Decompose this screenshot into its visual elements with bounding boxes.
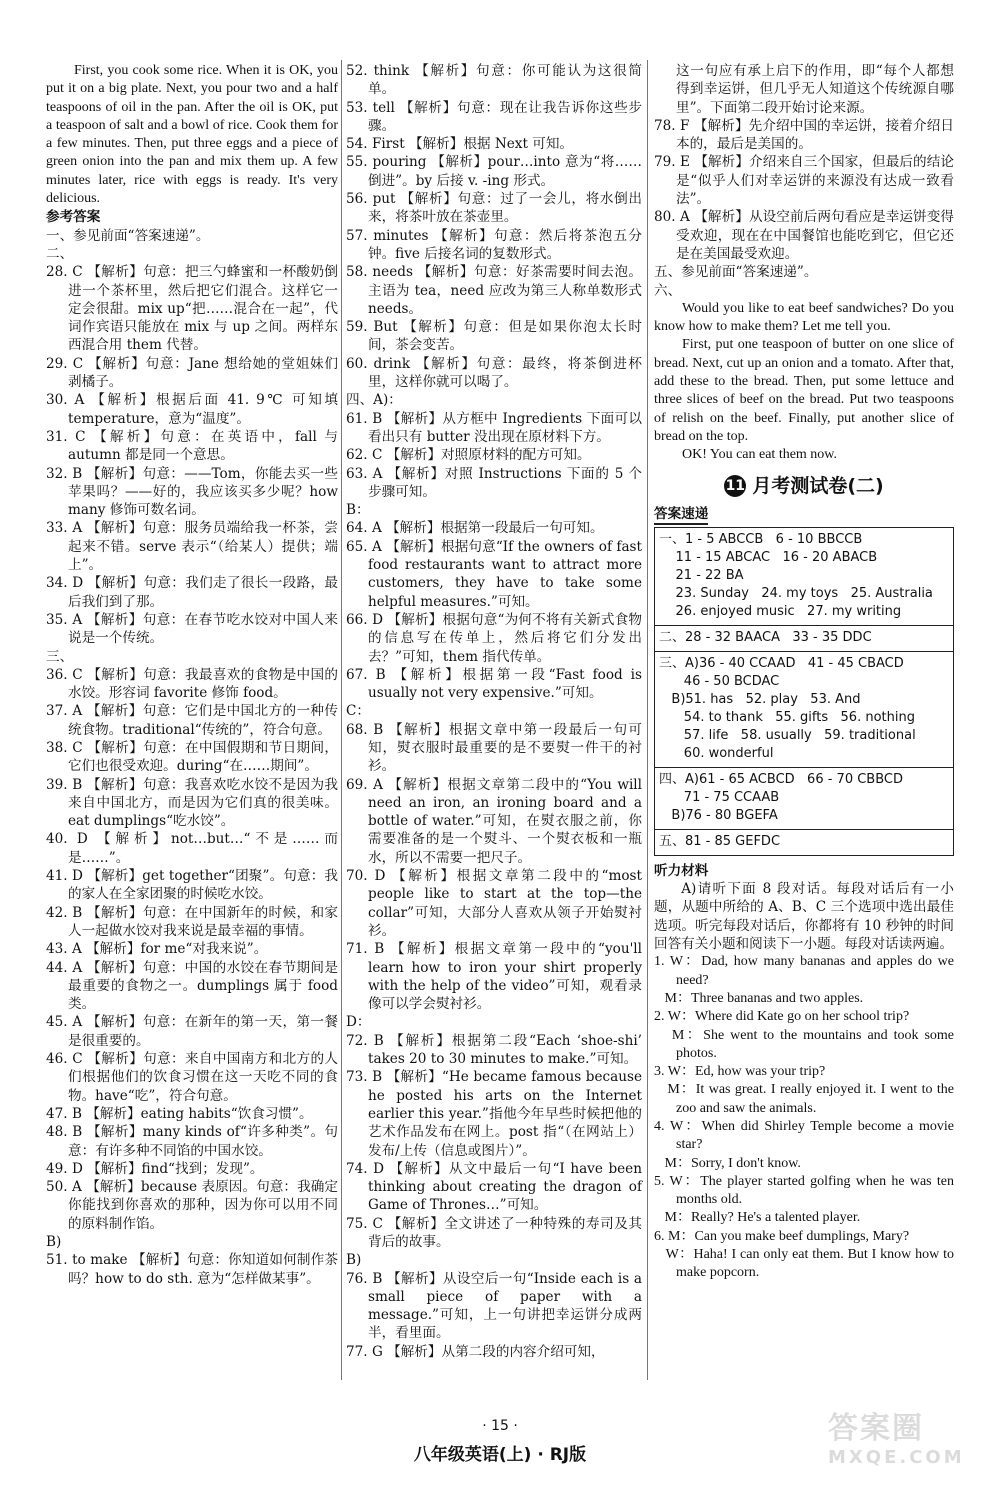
answer-item: 51. to make 【解析】句意：你知道如何制作茶吗？how to do sth. 意为“怎样做某事”。 (46, 1252, 338, 1287)
dialogue-line: M：Three bananas and two apples. (654, 990, 864, 1006)
answer-list (654, 117, 954, 263)
essay-paragraph: Would you like to eat beef sandwiches? Do you know how to make them? Let me tell you. (654, 300, 954, 335)
section-heading: 三、 (46, 648, 74, 665)
answer-item: 60. drink 【解析】句意：最终，将茶倒进杯里，这样你就可以喝了。 (346, 355, 642, 391)
page-label: 八年级英语(上) · RJ版 (413, 1445, 587, 1465)
answer-item: 33. A 【解析】句意：服务员端给我一杯茶，尝起来不错。serve 表示“（给某人）提供；端上”。 (46, 520, 338, 574)
column-right (654, 62, 958, 1283)
answer-key-line: 一、1 - 5 ABCCB 6 - 10 BBCCB (659, 531, 863, 547)
answer-item: 36. C 【解析】句意：我最喜欢的食物是中国的水饺。形容词 favorite 修饰 food。 (46, 666, 338, 702)
essay-paragraph: First, put one teaspoon of butter on one slice of bread. Next, cut up an onion and a tomato. After that, add these to the bread. Then, put some lettuce and three slices of beef on the bread. Put two teaspoons of relish on the beef. Finally, put another slice of bread on the top. (654, 337, 954, 444)
watermark-logo (828, 1403, 978, 1468)
answer-key-line: 21 - 22 BA (659, 567, 744, 583)
answer-item: 78. F 【解析】先介绍中国的幸运饼，接着介绍日本的，最后是美国的。 (654, 117, 954, 153)
section-heading: 一、参见前面“答案速递”。 (46, 227, 210, 244)
dialogue-line: M：Really? He's a talented player. (654, 1210, 861, 1226)
answer-list (346, 721, 642, 1014)
answer-item: 79. E 【解析】介绍来自三个国家，但最后的结论是“似乎人们对幸运饼的来源没有达成一致看法”。 (654, 154, 954, 208)
answer-item: 41. D 【解析】get together“团聚”。句意：我的家人在全家团聚的时候吃水饺。 (46, 868, 338, 903)
answer-key-line: 46 - 50 BCDAC (659, 673, 780, 689)
test-title (654, 475, 954, 497)
watermark-bottom: MXQE.COM (828, 1447, 965, 1468)
answer-item: 35. A 【解析】句意：在春节吃水饺对中国人来说是一个传统。 (46, 611, 338, 647)
listening-instructions: A)请听下面 8 段对话。每段对话后有一小题，从题中所给的 A、B、C 三个选项中选出最佳选项。听完每段对话后，你都将有 10 秒钟的时间回答有关小题和阅读下一小题。每段对话读两遍。 (654, 881, 954, 953)
answer-continuation: 这一句应有承上启下的作用，即“每个人都想得到幸运饼，但几乎无人知道这个传统源自哪里”。下面第二段开始讨论来源。 (676, 63, 954, 116)
answer-item: 76. B 【解析】从设空后一句“Inside each is a small piece of paper with a message.”可知，上一句讲把幸运饼分成两半，看里面。 (346, 1270, 642, 1342)
watermark-top: 答案圈 (828, 1411, 924, 1446)
section-heading: 六、 (654, 282, 682, 299)
answer-key-section (655, 652, 953, 768)
answer-item: 68. B 【解析】根据文章中第一段最后一句可知，熨衣服时最重要的是不要熨一件干的衬衫。 (346, 721, 642, 775)
answer-list (46, 263, 338, 647)
page-number: · 15 · (482, 1418, 518, 1434)
answer-item: 66. D 【解析】根据句意“为何不将有关新式食物的信息写在传单上，然后将它们分发出去？”可知，them 指代传单。 (346, 611, 642, 665)
answer-key-line: 23. Sunday 24. my toys 25. Australia (659, 585, 933, 601)
answer-item: 73. B 【解析】“He became famous because he posted his arts on the Internet earlier this year.”指他今年早些时候把他的艺术作品发布在网上。post 指“（在网站上）发布/上传（信息或图片）”。 (346, 1069, 642, 1159)
answer-item: 42. B 【解析】句意：在中国新年的时候，和家人一起做水饺对我来说是最幸福的事情。 (46, 904, 338, 939)
answer-item: 39. B 【解析】句意：我喜欢吃水饺不是因为我来自中国北方，而是因为它们真的很美味。eat dumplings“吃水饺”。 (46, 776, 338, 830)
answer-item: 54. First 【解析】根据 Next 可知。 (346, 136, 574, 153)
answer-key-line: 11 - 15 ABCAC 16 - 20 ABACB (659, 549, 878, 565)
answer-key-section (655, 768, 953, 830)
answer-key-section (655, 626, 953, 652)
answer-key-line: 57. life 58. usually 59. traditional (659, 727, 916, 743)
answer-list (346, 519, 642, 702)
dialogue-line: W：Haha! I can only eat them. But I know how to make popcorn. (654, 1247, 958, 1281)
answer-item: 48. B 【解析】many kinds of“许多种类”。句意：有许多种不同馅的中国水饺。 (46, 1124, 338, 1159)
section-heading: 四、A)： (346, 392, 402, 409)
dialogue-line: M：It was great. I really enjoyed it. I went to the zoo and saw the animals. (654, 1082, 958, 1116)
answer-key-box (654, 527, 954, 856)
answer-item: 47. B 【解析】eating habits“饮食习惯”。 (46, 1105, 313, 1122)
answer-item: 55. pouring 【解析】pour…into 意为“将……倒进”。by 后接 v. -ing 形式。 (346, 154, 642, 189)
answer-item: 43. A 【解析】for me“对我来说”。 (46, 941, 268, 958)
dialogue-line: 4. W：When did Shirley Temple become a movie star? (654, 1118, 958, 1153)
dialogue-line: 1. W：Dad, how many bananas and apples do we need? (654, 954, 958, 988)
answer-item: 29. C 【解析】句意：Jane 想给她的堂姐妹们剥橘子。 (46, 355, 338, 391)
column-middle (346, 62, 642, 1361)
answer-item: 69. A 【解析】根据文章第二段中的“You will need an iron, an ironing board and a bottle of water.”可知，在熨衣服之前，你需要准备的是一个熨斗、一个熨衣板和一瓶水，所以不需要一把尺子。 (346, 776, 642, 866)
answer-list (346, 410, 642, 501)
answer-item: 64. A 【解析】根据第一段最后一句可知。 (346, 520, 604, 537)
answer-key-line: B)51. has 52. play 53. And (659, 691, 861, 707)
answer-key-line: 26. enjoyed music 27. my writing (659, 603, 902, 619)
answer-item: 65. A 【解析】根据句意“If the owners of fast food restaurants want to attract more customers, they have to take some helpful measures.”可知。 (346, 538, 642, 610)
column-divider (341, 60, 342, 1380)
answer-list (346, 62, 642, 391)
test-title-text: 月考测试卷(二) (752, 474, 884, 497)
answer-item: 75. C 【解析】全文讲述了一种特殊的寿司及其背后的故事。 (346, 1215, 642, 1250)
answer-list (346, 1270, 642, 1361)
answer-item: 46. C 【解析】句意：来自中国南方和北方的人们根据他们的饮食习惯在这一天吃不同的食物。have“吃”，符合句意。 (46, 1051, 338, 1104)
answer-item: 61. B 【解析】从方框中 Ingredients 下面可以看出只有 butter 没出现在原材料下方。 (346, 410, 642, 445)
answer-item: 53. tell 【解析】句意：现在让我告诉你这些步骤。 (346, 99, 642, 134)
answer-item: 67. B 【解析】根据第一段“Fast food is usually not very expensive.”可知。 (346, 666, 642, 702)
answer-item: 37. A 【解析】句意：它们是中国北方的一种传统食物。traditional“传统的”，符合句意。 (46, 703, 338, 738)
answer-item: 70. D 【解析】根据文章第二段中的“most people like to start at the top—the collar”可知，大部分人喜欢从领子开始熨衬衫。 (346, 868, 642, 939)
column-left (46, 62, 338, 1288)
answer-item: 71. B 【解析】根据文章第一段中的“you'll learn how to iron your shirt properly with the help of the video”可知，观看录像可以学会熨衬衫。 (346, 941, 642, 1013)
answer-key-line: 五、81 - 85 GEFDC (659, 833, 781, 849)
recipe-passage: First, you cook some rice. When it is OK, you put it on a big plate. Next, you pour two and a half teaspoons of oil in the pan. After the oil is OK, put a teaspoon of salt and a bowl of rice. Cook them for a few minutes. Then, put three eggs and a piece of green onion into the pan and mix them up. A few minutes later, rice with eggs is ready. It's very delicious. (46, 63, 338, 207)
essay-paragraph: OK! You can eat them now. (682, 447, 838, 463)
section-heading: B) (346, 1252, 362, 1269)
answer-key-section (655, 830, 953, 855)
answers-heading: 答案速递 (654, 505, 708, 525)
answer-key-line: B)76 - 80 BGEFA (659, 807, 778, 823)
answer-item: 52. think 【解析】句意：你可能认为这很简单。 (346, 63, 642, 98)
section-heading: 五、参见前面“答案速递”。 (654, 264, 818, 281)
answer-key-line: 54. to thank 55. gifts 56. nothing (659, 709, 915, 725)
listening-heading: 听力材料 (654, 862, 709, 879)
answer-key-section (655, 528, 953, 626)
answer-item: 63. A 【解析】对照 Instructions 下面的 5 个步骤可知。 (346, 465, 642, 500)
answer-item: 38. C 【解析】句意：在中国假期和节日期间，它们也很受欢迎。during“在……期间”。 (46, 739, 338, 775)
section-heading: D： (346, 1014, 371, 1031)
dialogue-line: 2. W：Where did Kate go on her school trip? (654, 1009, 910, 1025)
answer-key-line: 60. wonderful (659, 745, 774, 761)
answer-item: 50. A 【解析】because 表原因。句意：我确定你能找到你喜欢的那种，因为你可以用不同的原料制作馅。 (46, 1179, 338, 1232)
answer-item: 57. minutes 【解析】句意：然后将茶泡五分钟。five 后接名词的复数形式。 (346, 227, 642, 262)
answer-item: 28. C 【解析】句意：把三勺蜂蜜和一杯酸奶倒进一个茶杯里，然后把它们混合。这样它一定会很甜。mix up“把……混合在一起”，代词作宾语只能放在 mix 与 up 之间。两样东西混合用 them 代替。 (46, 264, 338, 354)
answer-item: 49. D 【解析】find“找到；发现”。 (46, 1160, 264, 1177)
reference-answers-heading: 参考答案 (46, 209, 101, 226)
answer-key-line: 三、A)36 - 40 CCAAD 41 - 45 CBACD (659, 655, 904, 671)
answer-item: 77. G 【解析】从第二段的内容介绍可知， (346, 1343, 605, 1360)
answer-item: 44. A 【解析】句意：中国的水饺在春节期间是最重要的食物之一。dumplings 属于 food 类。 (46, 959, 338, 1013)
section-heading: C： (346, 703, 370, 720)
section-heading: B) (46, 1234, 62, 1250)
answer-key-line: 四、A)61 - 65 ACBCD 66 - 70 CBBCD (659, 771, 903, 787)
answer-list (346, 1032, 642, 1252)
answer-item: 59. But 【解析】句意：但是如果你泡太长时间，茶会变苦。 (346, 319, 642, 354)
dialogue-line: M：She went to the mountains and took some photos. (654, 1027, 958, 1061)
section-heading: B： (346, 502, 370, 519)
test-number-badge: 11 (724, 475, 746, 497)
dialogue-line: 6. M：Can you make beef dumplings, Mary? (654, 1228, 910, 1244)
answer-item: 32. B 【解析】句意：——Tom，你能去买一些苹果吗？——好的，我应该买多少呢？how many 修饰可数名词。 (46, 465, 338, 519)
dialogue-line: 5. W：The player started golfing when he was ten months old. (654, 1173, 958, 1208)
answer-item: 31. C 【解析】句意：在英语中，fall 与 autumn 都是同一个意思。 (46, 428, 338, 464)
section-heading: 二、 (46, 245, 74, 262)
dialogue-line: M：Sorry, I don't know. (654, 1155, 801, 1171)
answer-item: 80. A 【解析】从设空前后两句看应是幸运饼变得受欢迎，现在在中国餐馆也能吃到它，但它还是在美国最受欢迎。 (654, 209, 954, 262)
answer-item: 34. D 【解析】句意：我们走了很长一段路，最后我们到了那。 (46, 575, 338, 610)
answer-item: 58. needs 【解析】句意：好茶需要时间去泡。主语为 tea，need 应改为第三人称单数形式 needs。 (346, 264, 642, 317)
answer-item: 30. A 【解析】根据后面 41. 9℃ 可知填 temperature，意为“温度”。 (46, 392, 338, 427)
answer-key-line: 71 - 75 CCAAB (659, 789, 780, 805)
dialogue-line: 3. W：Ed, how was your trip? (654, 1064, 826, 1080)
answer-list (46, 666, 338, 1233)
answer-item: 62. C 【解析】对照原材料的配方可知。 (346, 447, 591, 464)
answer-item: 56. put 【解析】句意：过了一会儿，将水倒出来，将茶叶放在茶壶里。 (346, 191, 642, 226)
column-divider (647, 60, 648, 1380)
answer-list (46, 1251, 338, 1288)
answer-item: 40. D 【解析】not…but…“不是……而是……”。 (46, 831, 338, 866)
answer-item: 45. A 【解析】句意：在新年的第一天，第一餐是很重要的。 (46, 1014, 338, 1049)
answer-item: 74. D 【解析】从文中最后一句“I have been thinking about creating the dragon of Game of Thrones…”可知。 (346, 1160, 642, 1214)
answer-item: 72. B 【解析】根据第二段“Each ‘shoe-shi’ takes 20 to 30 minutes to make.”可知。 (346, 1032, 642, 1068)
answer-key-line: 二、28 - 32 BAACA 33 - 35 DDC (659, 629, 872, 645)
dialogue-list (654, 953, 958, 1282)
